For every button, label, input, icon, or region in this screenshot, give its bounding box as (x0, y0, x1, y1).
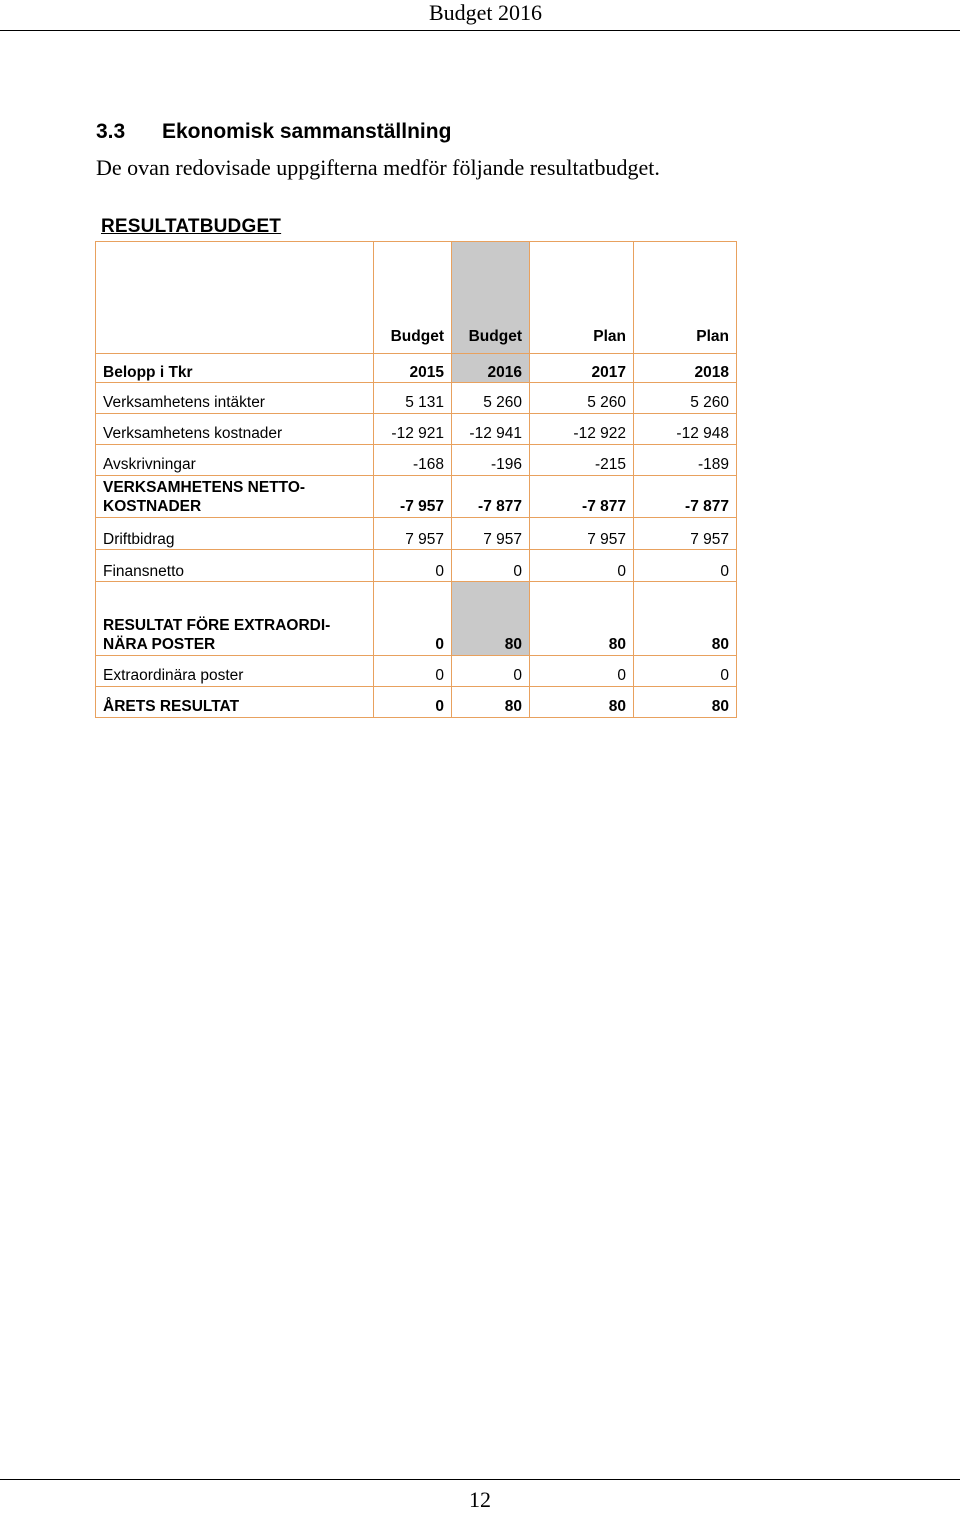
table-row-subtotal (96, 582, 737, 656)
row-value: 5 260 (530, 383, 634, 414)
table-row-total (96, 687, 737, 718)
row-label: Driftbidrag (96, 518, 374, 550)
row-value: 0 (374, 550, 452, 582)
row-value: -7 877 (452, 476, 530, 518)
row-value: -7 877 (530, 476, 634, 518)
section-title: Ekonomisk sammanställning (162, 120, 452, 143)
row-label-line: NÄRA POSTER (103, 636, 216, 653)
row-value: -12 948 (634, 414, 737, 445)
header-cell-year: 2018 (634, 354, 737, 383)
header-cell-unit: Belopp i Tkr (96, 354, 374, 383)
row-value: 7 957 (634, 518, 737, 550)
row-value: -168 (374, 445, 452, 476)
row-label-line: RESULTAT FÖRE EXTRAORDI- (103, 617, 331, 634)
header-cell-type: Plan (634, 242, 737, 354)
row-value: 0 (634, 656, 737, 687)
row-value: -7 877 (634, 476, 737, 518)
row-value: 0 (530, 550, 634, 582)
row-label: Extraordinära poster (96, 656, 374, 687)
row-value: 0 (374, 656, 452, 687)
row-value: 0 (374, 582, 452, 656)
header-cell-year: 2016 (452, 354, 530, 383)
row-label (96, 582, 374, 656)
row-label-line: KOSTNADER (103, 498, 202, 515)
row-value: 5 260 (452, 383, 530, 414)
row-value: 5 260 (634, 383, 737, 414)
header-cell-type: Plan (530, 242, 634, 354)
row-label: ÅRETS RESULTAT (96, 687, 374, 718)
header-cell-type: Budget (374, 242, 452, 354)
row-value: 80 (452, 687, 530, 718)
header-cell-empty (96, 242, 374, 354)
table-row (96, 383, 737, 414)
row-value: 0 (452, 656, 530, 687)
resultatbudget-table (95, 241, 737, 718)
row-value: 5 131 (374, 383, 452, 414)
row-value: -12 921 (374, 414, 452, 445)
row-label: Verksamhetens intäkter (96, 383, 374, 414)
section-number: 3.3 (96, 120, 126, 143)
row-value: -196 (452, 445, 530, 476)
header-cell-year: 2017 (530, 354, 634, 383)
header-cell-year: 2015 (374, 354, 452, 383)
row-value: 0 (530, 656, 634, 687)
header-row-year (96, 354, 737, 383)
row-value: 7 957 (374, 518, 452, 550)
table-row (96, 656, 737, 687)
row-value: 80 (634, 582, 737, 656)
row-value: 0 (374, 687, 452, 718)
row-value: 0 (634, 550, 737, 582)
row-label: Finansnetto (96, 550, 374, 582)
row-label-line: VERKSAMHETENS NETTO- (103, 479, 306, 496)
row-value: -12 941 (452, 414, 530, 445)
table-row (96, 445, 737, 476)
header-row-type (96, 242, 737, 354)
table-row (96, 414, 737, 445)
row-label: Verksamhetens kostnader (96, 414, 374, 445)
table-row (96, 518, 737, 550)
section-heading (96, 120, 451, 144)
row-value: 80 (530, 687, 634, 718)
running-header (0, 0, 960, 31)
table-row (96, 550, 737, 582)
row-value: 80 (452, 582, 530, 656)
row-value: -7 957 (374, 476, 452, 518)
table-title: RESULTATBUDGET (101, 216, 282, 237)
footer-divider (0, 1479, 960, 1480)
row-value: 0 (452, 550, 530, 582)
header-cell-type: Budget (452, 242, 530, 354)
row-value: -215 (530, 445, 634, 476)
row-value: -12 922 (530, 414, 634, 445)
row-value: -189 (634, 445, 737, 476)
table-row-subtotal (96, 476, 737, 518)
running-header-title: Budget 2016 (428, 0, 542, 25)
row-label: Avskrivningar (96, 445, 374, 476)
page-number: 12 (469, 1487, 491, 1512)
intro-text: De ovan redovisade uppgifterna medför följande resultatbudget. (96, 155, 660, 180)
row-label (96, 476, 374, 518)
row-value: 80 (530, 582, 634, 656)
row-value: 7 957 (452, 518, 530, 550)
row-value: 80 (634, 687, 737, 718)
row-value: 7 957 (530, 518, 634, 550)
